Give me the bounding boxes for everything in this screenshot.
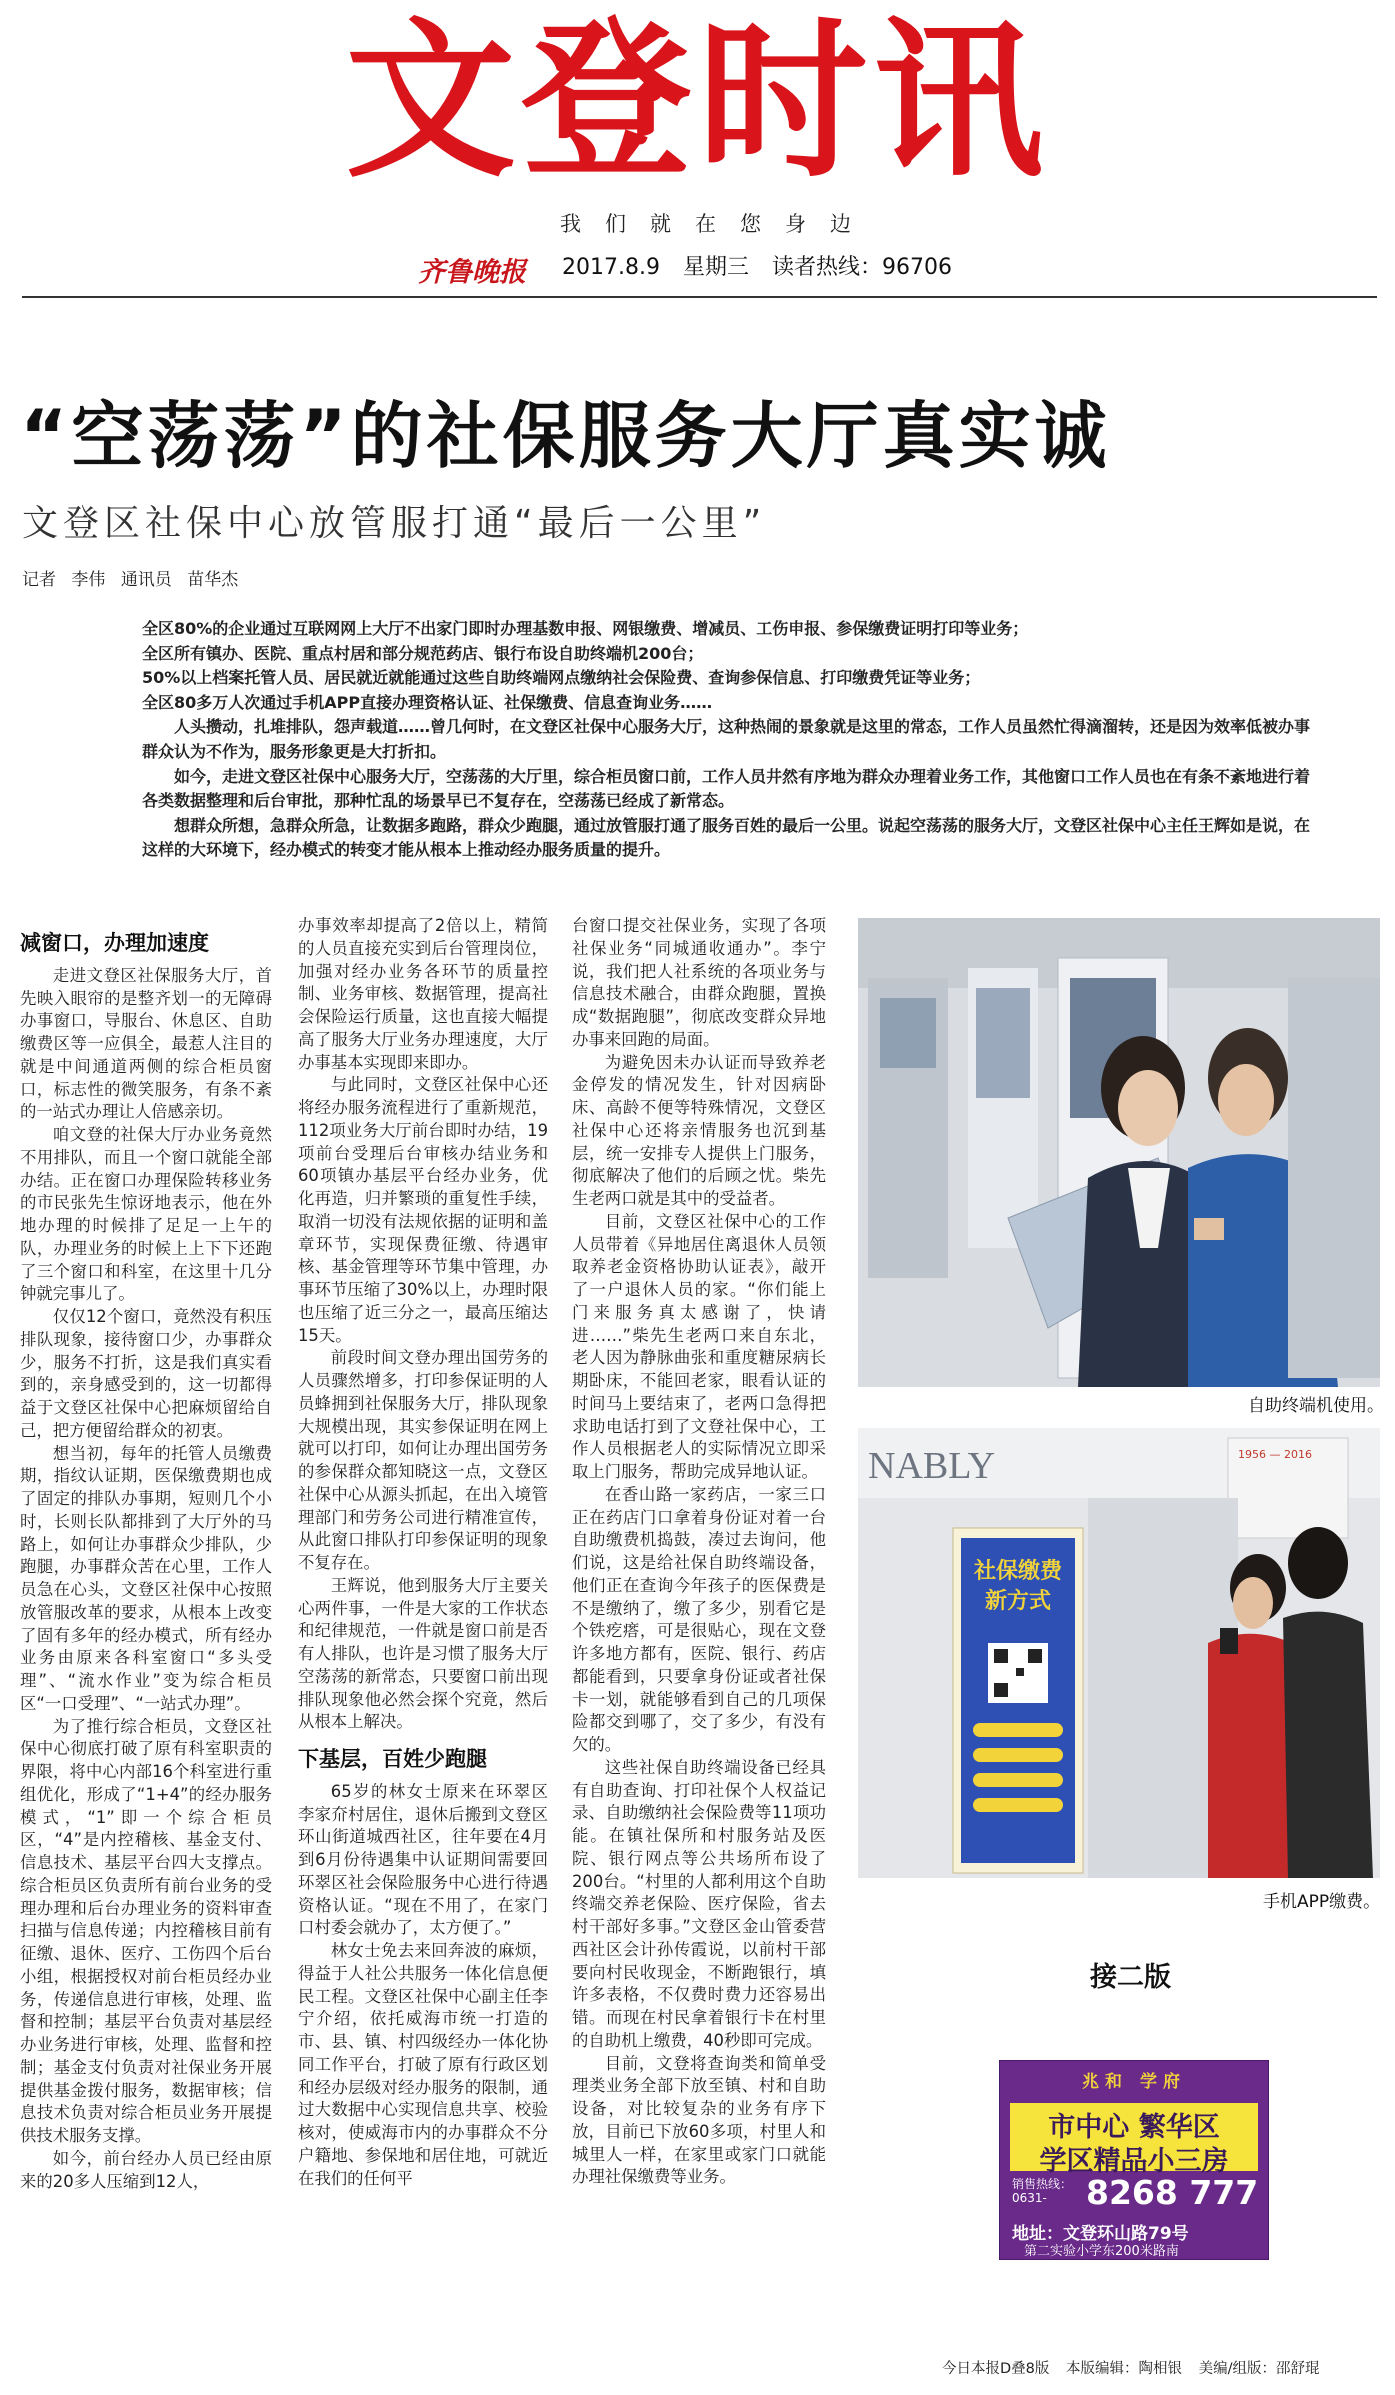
ad-phone: 8268 777 xyxy=(1086,2173,1259,2212)
ad-address-2: 第二实验小学东200米路南 xyxy=(1024,2244,1179,2259)
body-para: 想当初，每年的托管人员缴费期，指纹认证期，医保缴费期也成了固定的排队办事期，短则几个小时，长则长队都排到了大厅外的马路上，如何让办事群众少排队，少跑腿，办事群众苦在心里，工作人员急在心头，文登区社保中心按照放管服改革的要求，从根本上改变了固有多年的经办模式，所有经办业务由原来各科室窗口“多头受理”、“流水作业”变为综合柜员区“一口受理”、“一站式办理”。 xyxy=(20,1443,272,1713)
poster-title-1: 社保缴费 xyxy=(973,1559,1063,1584)
byline-correspondent-label: 通讯员 xyxy=(120,570,172,590)
lead-para: 全区所有镇办、医院、重点村居和部分规范药店、银行布设自助终端机200台； xyxy=(142,643,704,663)
masthead-date: 2017.8.9 xyxy=(562,255,660,280)
byline-reporter: 李伟 xyxy=(71,570,106,590)
continued-on-page-two: 接二版 xyxy=(1090,1962,1171,1993)
lead-para: 如今，走进文登区社保中心服务大厅，空荡荡的大厅里，综合柜员窗口前，工作人员井然有序地为群众办理着业务工作，其他窗口工作人员也在有条不紊地进行着各类数据整理和后台审批，那种忙乱的场景早已不复存在，空荡荡已经成了新常态。 xyxy=(142,766,1311,811)
ad-hotline-text: 销售热线： xyxy=(1012,2177,1073,2191)
masthead-brand: 齐鲁晚报 xyxy=(418,257,526,288)
real-estate-ad xyxy=(999,2060,1269,2260)
byline-reporter-label: 记者 xyxy=(22,570,56,590)
masthead-slogan: 我们就在您身边 xyxy=(560,212,875,236)
body-para: 仅仅12个窗口，竟然没有积压排队现象，接待窗口少，办事群众少，服务不打折，这是我们真实看到的，亲身感受到的，这一切都得益于文登区社保中心把麻烦留给自己，把方便留给群众的初衷。 xyxy=(20,1307,272,1440)
body-para: 65岁的林女士原来在环翠区李家夼村居住，退休后搬到文登区环山街道城西社区，往年要在4月到6月份待遇集中认证期间需要回环翠区社会保险服务中心进行待遇资格认证。“现在不用了，在家门口村委会就办了，太方便了。” xyxy=(298,1781,548,1938)
masthead-rule xyxy=(22,296,1377,298)
photo-mobile-app xyxy=(858,1428,1380,1878)
ad-logo: 兆和 学府 xyxy=(1082,2072,1186,2092)
lead-para: 想群众所想，急群众所急，让数据多跑路，群众少跑腿，通过放管服打通了服务百姓的最后一公里。说起空荡荡的服务大厅，文登区社保中心主任王辉如是说，在这样的大环境下，经办模式的转变才能从根本上推动经办服务质量的提升。 xyxy=(142,815,1311,860)
ad-headline-box xyxy=(1010,2103,1258,2177)
photo-banner-text: NABLY xyxy=(868,1445,996,1487)
page-footer xyxy=(942,2357,1320,2378)
ad-line-1: 市中心 繁华区 xyxy=(1048,2112,1220,2143)
article-column-3 xyxy=(572,915,826,2189)
photo-mobile-app-caption: 手机APP缴费。 xyxy=(1263,1892,1381,1912)
body-para: 台窗口提交社保业务，实现了各项社保业务“同城通收通办”。李宁说，我们把人社系统的各项业务与信息技术融合，由群众跑腿，置换成“数据跑腿”，彻底改变群众异地办事来回跑的局面。 xyxy=(572,916,826,1049)
subhead: 文登区社保中心放管服打通“最后一公里” xyxy=(22,503,767,544)
lead-para: 50%以上档案托管人员、居民就近就能通过这些自助终端网点缴纳社会保险费、查询参保信息、打印缴费凭证等业务； xyxy=(142,668,981,688)
footer-editor: 本版编辑：陶相银 xyxy=(1066,2361,1182,2377)
photo-terminal xyxy=(858,918,1380,1387)
ad-hotline-label xyxy=(1012,2177,1072,2205)
byline xyxy=(22,565,238,590)
section-heading: 减窗口，办理加速度 xyxy=(20,931,209,955)
body-para: 目前，文登将查询类和简单受理类业务全部下放至镇、村和自助设备，对比较复杂的业务有序下放，目前已下放60多项，村里人和城里人一样，在家里或家门口就能办理社保缴费等业务。 xyxy=(572,2053,826,2187)
article-column-1 xyxy=(20,932,272,2193)
body-para: 与此同时，文登区社保中心还将经办服务流程进行了重新规范，112项业务大厅前台即时办结，19项前台受理后台审核办结业务和60项镇办基层平台经办业务，优化再造，归并繁琐的重复性手续，取消一切没有法规依据的证明和盖章环节，实现保费征缴、待遇审核、基金管理等环节集中管理，办事环节压缩了30%以上，办理时限也压缩了近三分之一，最高压缩达15天。 xyxy=(298,1075,548,1345)
article-column-2 xyxy=(298,915,548,2190)
masthead-dateline xyxy=(562,250,952,281)
body-para: 咱文登的社保大厅办业务竟然不用排队，而且一个窗口就能全部办结。正在窗口办理保险转移业务的市民张先生惊讶地表示，他在外地办理的时候排了足足一上午的队，办理业务的时候上上下下还跑了三个窗口和科室，在这里十几分钟就完事儿了。 xyxy=(20,1125,272,1304)
footer-designer: 美编/组版：邵舒琨 xyxy=(1198,2361,1320,2377)
photo-terminal-illustration xyxy=(858,918,1380,1387)
lead-para: 全区80%的企业通过互联网网上大厅不出家门即时办理基数申报、网银缴费、增减员、工伤申报、参保缴费证明打印等业务； xyxy=(142,619,1029,638)
body-para: 目前，文登区社保中心的工作人员带着《异地居住离退休人员领取养老金资格协助认证表》，敲开了一户退休人员的家。“你们能上门来服务真太感谢了，快请进……”柴先生老两口来自东北，老人因为静脉曲张和重度糖尿病长期卧床，不能回老家，眼看认证的时间马上要结束了，老两口急得把求助电话打到了文登社保中心，工作人员根据老人的实际情况立即采取上门服务，帮助完成异地认证。 xyxy=(572,1211,826,1481)
body-para: 办事效率却提高了2倍以上，精简的人员直接充实到后台管理岗位，加强对经办业务各环节的质量控制、业务审核、数据管理，提高社会保险运行质量，这也直接大幅提高了服务大厅业务办理速度，大厅办事基本实现即来即办。 xyxy=(298,916,548,1072)
body-para: 为避免因未办认证而导致养老金停发的情况发生，针对因病卧床、高龄不便等特殊情况，文登区社保中心还将亲情服务也沉到基层，统一安排专人提供上门服务，彻底解决了他们的后顾之忧。柴先生老两口就是其中的受益者。 xyxy=(572,1052,826,1208)
lead-para: 全区80多万人次通过手机APP直接办理资格认证、社保缴费、信息查询业务…… xyxy=(142,692,713,712)
body-para: 王辉说，他到服务大厅主要关心两件事，一件是大家的工作状态和纪律规范，一件就是窗口前是否有人排队，也许是习惯了服务大厅空荡荡的新常态，只要窗口前出现排队现象他必然会探个究竟，然后从根本上解决。 xyxy=(298,1575,548,1732)
body-para: 走进文登区社保服务大厅，首先映入眼帘的是整齐划一的无障碍办事窗口，导服台、休息区、自助缴费区等一应俱全，最惹人注目的就是中间通道两侧的综合柜员窗口，标志性的微笑服务，有条不紊的一站式办理让人倍感亲切。 xyxy=(20,965,272,1122)
body-para: 这些社保自助终端设备已经具有自助查询、打印社保个人权益记录、自助缴纳社会保险费等11项功能。在镇社保所和村服务站及医院、银行网点等公共场所布设了200台。“村里的人都利用这个自助终端交养老保险、医疗保险，省去村干部好多事。”文登区金山管委营西社区会计孙传霞说，以前村干部要向村民收现金，不断跑银行，填许多表格，不仅费时费力还容易出错。而现在村民拿着银行卡在村里的自助机上缴费，40秒即可完成。 xyxy=(572,1757,826,2050)
body-para: 前段时间文登办理出国劳务的人员骤然增多，打印参保证明的人员蜂拥到社保服务大厅，排队现象大规模出现，其实参保证明在网上就可以打印，如何让办理出国劳务的参保群众都知晓这一点，文登区社保中心从源头抓起，在出入境管理部门和劳务公司进行精准宣传，从此窗口排队打印参保证明的现象不复存在。 xyxy=(298,1348,548,1572)
lead-block xyxy=(142,617,1317,863)
footer-edition: 今日本报D叠8版 xyxy=(942,2361,1050,2377)
headline: “空荡荡”的社保服务大厅真实诚 xyxy=(20,394,1111,478)
section-heading: 下基层，百姓少跑腿 xyxy=(298,1747,487,1771)
photo-mobile-app-illustration xyxy=(858,1428,1380,1878)
photo-terminal-caption: 自助终端机使用。 xyxy=(1248,1396,1384,1416)
lead-para: 人头攒动，扎堆排队，怨声载道……曾几何时，在文登区社保中心服务大厅，这种热闹的景象就是这里的常态，工作人员虽然忙得滴溜转，还是因为效率低被办事群众认为不作为，服务形象更是大打折扣。 xyxy=(142,717,1311,761)
body-para: 在香山路一家药店，一家三口正在药店门口拿着身份证对着一台自助缴费机捣鼓，凑过去询问，他们说，这是给社保自助终端设备，他们正在查询今年孩子的医保费是不是缴纳了，缴了多少，别看它是个铁疙瘩，可是很贴心，现在文登许多地方都有，医院、银行、药店都能看到，只要拿身份证或者社保卡一划，就能够看到自己的几项保险都交到哪了，交了多少，有没有欠的。 xyxy=(572,1484,826,1754)
body-para: 如今，前台经办人员已经由原来的20多人压缩到12人， xyxy=(20,2148,272,2191)
ad-line-2: 学区精品小三房 xyxy=(1039,2146,1229,2177)
masthead-hotline: 读者热线：96706 xyxy=(771,255,952,280)
photo-wall-years: 1956 — 2016 xyxy=(1238,1448,1312,1461)
ad-address: 地址：文登环山路79号 xyxy=(1012,2224,1189,2244)
body-para: 林女士免去来回奔波的麻烦，得益于人社公共服务一体化信息便民工程。文登区社保中心副主任李宁介绍，依托威海市统一打造的市、县、镇、村四级经办一体化协同工作平台，打破了原有行政区划和经办层级对经办服务的限制，通过大数据中心实现信息共享、校验核对，使威海市内的办事群众不分户籍地、参保地和居住地，可就近在我们的任何平 xyxy=(298,1941,548,2188)
byline-correspondent: 苗华杰 xyxy=(187,570,239,590)
masthead-weekday: 星期三 xyxy=(682,255,749,280)
masthead-title: 文登时讯 xyxy=(345,3,1050,201)
poster-title-2: 新方式 xyxy=(984,1589,1052,1614)
body-para: 为了推行综合柜员，文登区社保中心彻底打破了原有科室职责的界限，将中心内部16个科室进行重组优化，形成了“1+4”的经办服务模式，“1”即一个综合柜员区，“4”是内控稽核、基金支付、信息技术、基层平台四大支撑点。综合柜员区负责所有前台业务的受理办理和后台办理业务的资料审查扫描与信息传递；内控稽核目前有征缴、退休、医疗、工伤四个后台小组，根据授权对前台柜员经办业务，传递信息进行审核，处理、监督和控制；基层平台负责对基层经办业务进行审核，处理、监督和控制；基金支付负责对社保业务开展提供基金拨付服务，数据审核；信息技术负责对综合柜员业务开展提供技术服务支撑。 xyxy=(20,1716,272,2145)
ad-area-code: 0631- xyxy=(1012,2191,1047,2205)
